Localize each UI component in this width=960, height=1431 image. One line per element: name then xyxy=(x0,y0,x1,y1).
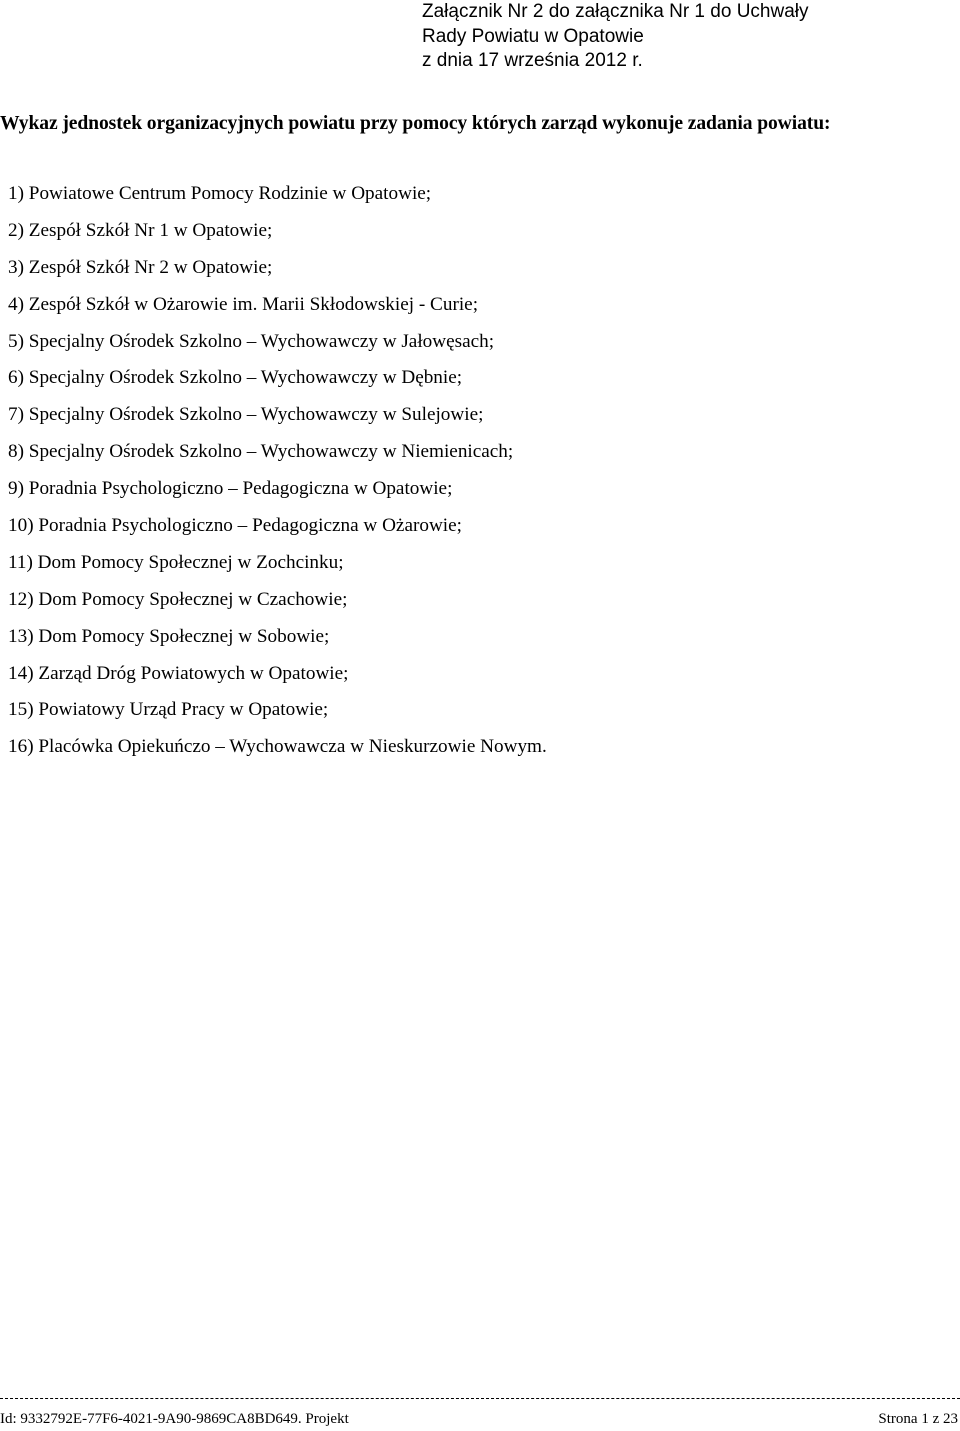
unit-list-item: 6) Specjalny Ośrodek Szkolno – Wychowawczy w Dębnie; xyxy=(8,367,463,389)
attachment-header-line-1: Załącznik Nr 2 do załącznika Nr 1 do Uchwały xyxy=(422,1,809,22)
footer-divider xyxy=(0,1398,960,1399)
unit-list-item: 5) Specjalny Ośrodek Szkolno – Wychowawczy w Jałowęsach; xyxy=(8,330,495,352)
footer-document-id: Id: 9332792E-77F6-4021-9A90-9869CA8BD649. Projekt xyxy=(0,1411,349,1427)
unit-list-item: 10) Poradnia Psychologiczno – Pedagogiczna w Ożarowie; xyxy=(8,515,462,537)
unit-list-item: 3) Zespół Szkół Nr 2 w Opatowie; xyxy=(8,256,273,278)
unit-list-item: 4) Zespół Szkół w Ożarowie im. Marii Skłodowskiej - Curie; xyxy=(8,293,479,315)
unit-list-item: 1) Powiatowe Centrum Pomocy Rodzinie w Opatowie; xyxy=(8,183,432,204)
attachment-header-line-3: z dnia 17 września 2012 r. xyxy=(422,50,643,71)
unit-list-item: 14) Zarząd Dróg Powiatowych w Opatowie; xyxy=(8,662,349,684)
unit-list-item: 9) Poradnia Psychologiczno – Pedagogiczna w Opatowie; xyxy=(8,478,453,500)
unit-list-item: 2) Zespół Szkół Nr 1 w Opatowie; xyxy=(8,219,273,241)
unit-list-item: 7) Specjalny Ośrodek Szkolno – Wychowawczy w Sulejowie; xyxy=(8,404,484,426)
unit-list-item: 16) Placówka Opiekuńczo – Wychowawcza w Nieskurzowie Nowym. xyxy=(8,736,547,758)
unit-list-item: 12) Dom Pomocy Społecznej w Czachowie; xyxy=(8,588,348,610)
unit-list-item: 13) Dom Pomocy Społecznej w Sobowie; xyxy=(8,625,330,647)
attachment-header-line-2: Rady Powiatu w Opatowie xyxy=(422,25,644,47)
attachment-header xyxy=(422,0,809,74)
unit-list-item: 11) Dom Pomocy Społecznej w Zochcinku; xyxy=(8,551,344,573)
unit-list-item: 8) Specjalny Ośrodek Szkolno – Wychowawczy w Niemienicach; xyxy=(8,441,514,463)
unit-list xyxy=(8,181,547,771)
footer-page-number: Strona 1 z 23 xyxy=(878,1411,958,1427)
document-title: Wykaz jednostek organizacyjnych powiatu przy pomocy których zarząd wykonuje zadania powiatu: xyxy=(0,113,831,134)
unit-list-item: 15) Powiatowy Urząd Pracy w Opatowie; xyxy=(8,699,329,721)
